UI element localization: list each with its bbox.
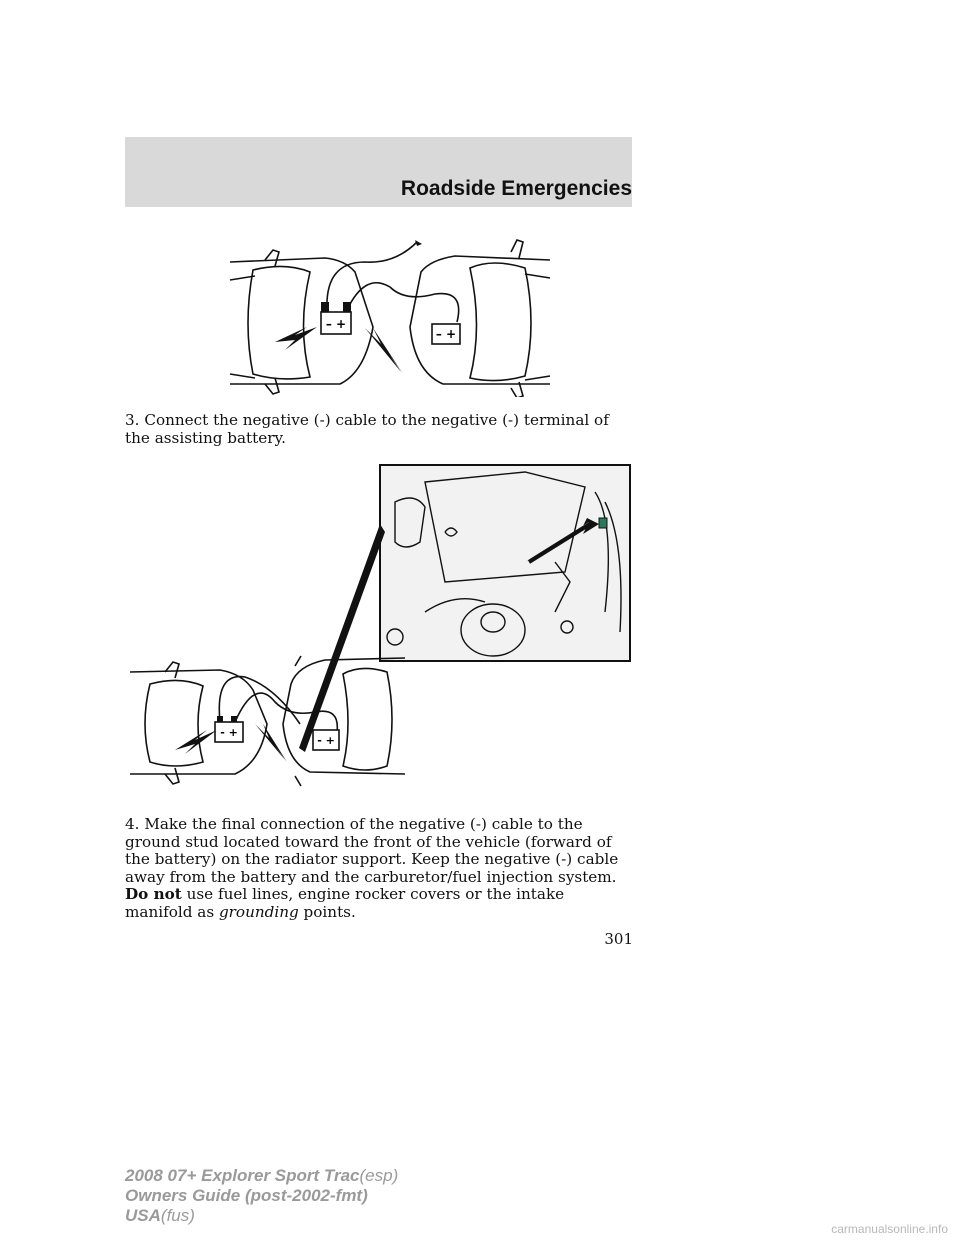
watermark: carmanualsonline.info (831, 1222, 948, 1236)
battery-terminals-left-2: - + (220, 726, 238, 739)
footer-model: 2008 07+ Explorer Sport Trac (125, 1166, 360, 1185)
document-footer (125, 1166, 398, 1226)
step-4-part3: points. (298, 902, 356, 921)
battery-terminals-left: – + (325, 317, 347, 331)
step-4-part1: 4. Make the final connection of the negative (-) cable to the ground stud located toward the front of the vehicle (forward of the battery) on the radiator support. Keep the negative (-) cable away from the battery and the carburetor/fuel injection system. (125, 815, 619, 886)
footer-guide: Owners Guide (post-2002-fmt) (125, 1186, 368, 1205)
ground-stud-illustration (125, 462, 635, 790)
battery-terminals-right: – + (435, 327, 457, 341)
step-3-text: 3. Connect the negative (-) cable to the negative (-) terminal of the assisting battery. (125, 411, 609, 447)
footer-model-code: (esp) (359, 1166, 399, 1185)
footer-market-code: (fus) (160, 1206, 195, 1225)
jump-start-cars-illustration (225, 232, 555, 397)
step-4-part2: use fuel lines, engine rocker covers or the intake manifold as (125, 885, 565, 921)
step-4-bold: Do not (125, 885, 182, 903)
step-4-italic: grounding (218, 902, 299, 921)
section-header-band (125, 137, 632, 207)
footer-market: USA (125, 1206, 161, 1225)
section-title: Roadside Emergencies (400, 177, 632, 200)
page-number: 301 (604, 930, 633, 948)
step-4-text (125, 816, 635, 921)
battery-terminals-right-2: - + (317, 734, 335, 747)
